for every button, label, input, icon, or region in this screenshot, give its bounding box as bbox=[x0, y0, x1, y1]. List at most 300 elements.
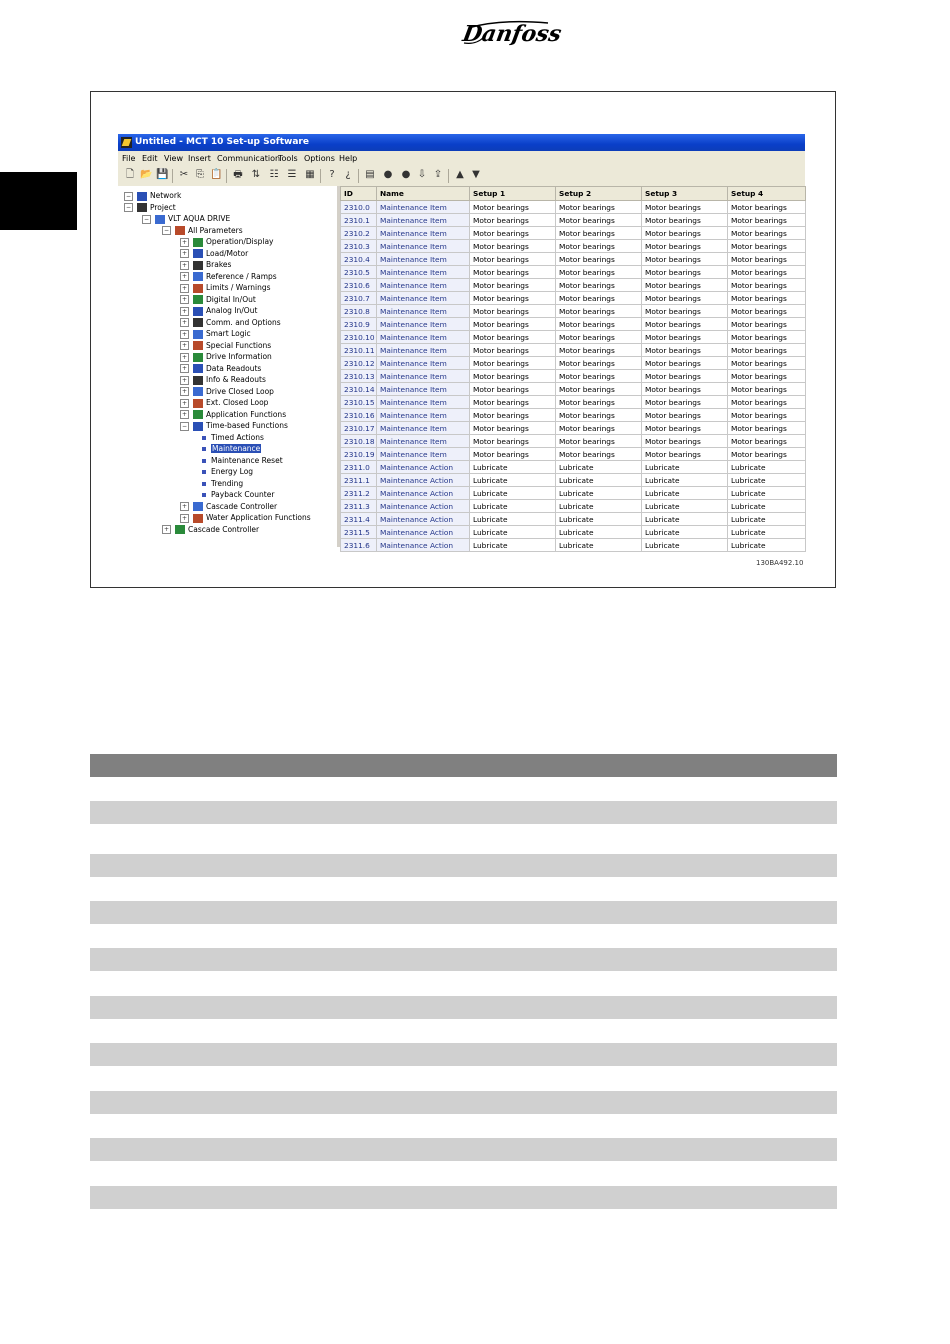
setup-value[interactable]: Motor bearings bbox=[556, 448, 642, 461]
setup-value[interactable]: Motor bearings bbox=[470, 305, 556, 318]
folder-icon bbox=[193, 353, 203, 362]
help-icon[interactable]: ? bbox=[329, 169, 335, 180]
setup-value[interactable]: Motor bearings bbox=[728, 253, 806, 266]
setup-value[interactable]: Lubricate bbox=[728, 526, 806, 539]
table-row-stripe bbox=[90, 801, 837, 824]
setup-value[interactable]: Motor bearings bbox=[728, 370, 806, 383]
setup-value[interactable]: Motor bearings bbox=[642, 409, 728, 422]
expand-toggle-icon[interactable]: + bbox=[181, 296, 188, 303]
parameter-id: 2310.12 bbox=[341, 357, 377, 370]
open-folder-icon[interactable]: 📂 bbox=[140, 169, 153, 180]
setup-value[interactable]: Motor bearings bbox=[470, 448, 556, 461]
folder-icon bbox=[193, 284, 203, 293]
setup-value[interactable]: Motor bearings bbox=[642, 344, 728, 357]
setup-value[interactable]: Lubricate bbox=[556, 513, 642, 526]
tree-node[interactable] bbox=[200, 478, 243, 489]
expand-toggle-icon[interactable]: + bbox=[181, 388, 188, 395]
expand-toggle-icon[interactable]: + bbox=[181, 261, 188, 269]
tree-node[interactable] bbox=[180, 374, 266, 385]
setup-value[interactable]: Lubricate bbox=[556, 539, 642, 552]
tree-node[interactable] bbox=[200, 432, 264, 443]
chapter-tab bbox=[0, 172, 77, 230]
setup-value[interactable]: Lubricate bbox=[470, 526, 556, 539]
table-row-stripe bbox=[90, 1138, 837, 1161]
svg-text:Danfoss: Danfoss bbox=[460, 21, 564, 47]
setup-value[interactable]: Lubricate bbox=[470, 500, 556, 513]
tree-node[interactable] bbox=[162, 225, 243, 236]
cut-icon[interactable]: ✂ bbox=[179, 169, 189, 180]
setup-value[interactable]: Motor bearings bbox=[728, 214, 806, 227]
menu-edit[interactable]: Edit bbox=[142, 154, 158, 163]
setup-value[interactable]: Motor bearings bbox=[556, 370, 642, 383]
tree-node-label: Maintenance bbox=[212, 444, 261, 453]
setup-value[interactable]: Motor bearings bbox=[470, 214, 556, 227]
setup-value[interactable]: Motor bearings bbox=[642, 435, 728, 448]
expand-toggle-icon[interactable]: + bbox=[181, 353, 188, 361]
parameter-id: 2310.17 bbox=[341, 422, 377, 435]
column-header[interactable]: Name bbox=[377, 187, 470, 201]
expand-toggle-icon[interactable]: + bbox=[181, 273, 188, 280]
parameter-name: Maintenance Item bbox=[377, 331, 470, 344]
menu-options[interactable]: Options bbox=[304, 154, 335, 163]
parameter-name: Maintenance Item bbox=[377, 409, 470, 422]
tree-node[interactable] bbox=[180, 340, 271, 351]
parameter-id: 2311.4 bbox=[341, 513, 377, 526]
setup-value[interactable]: Motor bearings bbox=[470, 409, 556, 422]
table-row[interactable] bbox=[341, 474, 806, 487]
expand-toggle-icon[interactable]: + bbox=[181, 238, 188, 246]
table-row[interactable] bbox=[341, 383, 806, 396]
tree-view-icon[interactable]: ☷ bbox=[269, 169, 279, 180]
app-icon bbox=[121, 137, 132, 148]
setup-value[interactable]: Motor bearings bbox=[556, 383, 642, 396]
table-row[interactable] bbox=[341, 513, 806, 526]
setup-value[interactable]: Motor bearings bbox=[728, 266, 806, 279]
setup-value[interactable]: Motor bearings bbox=[728, 344, 806, 357]
expand-toggle-icon[interactable]: + bbox=[181, 514, 188, 522]
menu-insert[interactable]: Insert bbox=[188, 154, 211, 163]
folder-icon bbox=[193, 410, 203, 419]
parameter-id: 2310.19 bbox=[341, 448, 377, 461]
tree-node[interactable] bbox=[200, 443, 261, 454]
setup-value[interactable]: Motor bearings bbox=[470, 435, 556, 448]
table-row[interactable] bbox=[341, 331, 806, 344]
setup-value[interactable]: Motor bearings bbox=[556, 409, 642, 422]
save-icon[interactable]: 💾 bbox=[156, 169, 169, 180]
expand-toggle-icon[interactable]: + bbox=[181, 411, 188, 418]
setup-value[interactable]: Motor bearings bbox=[728, 422, 806, 435]
table-row[interactable] bbox=[341, 370, 806, 383]
parameter-id: 2310.8 bbox=[341, 305, 377, 318]
column-header[interactable]: Setup 2 bbox=[556, 187, 642, 201]
tree-node-label: Comm. and Options bbox=[206, 317, 281, 327]
setup-value[interactable]: Motor bearings bbox=[642, 253, 728, 266]
setup-value[interactable]: Motor bearings bbox=[642, 266, 728, 279]
setup-value[interactable]: Lubricate bbox=[642, 461, 728, 474]
menu-bar bbox=[118, 151, 805, 166]
setup-value[interactable]: Motor bearings bbox=[728, 292, 806, 305]
sort-icon[interactable]: ⇅ bbox=[251, 169, 261, 180]
tree-node[interactable] bbox=[162, 524, 259, 535]
expand-toggle-icon[interactable]: + bbox=[181, 365, 188, 372]
setup-value[interactable]: Motor bearings bbox=[470, 318, 556, 331]
setup-value[interactable]: Lubricate bbox=[642, 500, 728, 513]
setup-value[interactable]: Motor bearings bbox=[470, 240, 556, 253]
setup-value[interactable]: Motor bearings bbox=[642, 448, 728, 461]
parameter-id: 2310.15 bbox=[341, 396, 377, 409]
parameter-id: 2310.3 bbox=[341, 240, 377, 253]
arrow-down-icon[interactable]: ▼ bbox=[472, 169, 480, 180]
setup-value[interactable]: Motor bearings bbox=[642, 331, 728, 344]
setup-value[interactable]: Motor bearings bbox=[556, 214, 642, 227]
expand-toggle-icon[interactable]: + bbox=[181, 319, 188, 326]
table-row[interactable] bbox=[341, 539, 806, 552]
column-header[interactable]: Setup 1 bbox=[470, 187, 556, 201]
expand-toggle-icon[interactable]: − bbox=[181, 422, 188, 430]
setup-value[interactable]: Motor bearings bbox=[556, 305, 642, 318]
read-drive-icon[interactable]: ⇪ bbox=[433, 169, 443, 180]
table-row[interactable] bbox=[341, 240, 806, 253]
setup-value[interactable]: Motor bearings bbox=[642, 422, 728, 435]
column-header[interactable]: Setup 3 bbox=[642, 187, 728, 201]
table-row[interactable] bbox=[341, 461, 806, 474]
document-icon[interactable]: ▤ bbox=[365, 169, 375, 180]
setup-value[interactable]: Lubricate bbox=[556, 461, 642, 474]
setup-value[interactable]: Lubricate bbox=[470, 539, 556, 552]
tree-node-label: Maintenance Reset bbox=[211, 455, 283, 465]
setup-value[interactable]: Motor bearings bbox=[728, 201, 806, 214]
setup-value[interactable]: Lubricate bbox=[728, 539, 806, 552]
setup-value[interactable]: Lubricate bbox=[728, 461, 806, 474]
tree-node-label: Info & Readouts bbox=[206, 375, 266, 384]
setup-value[interactable]: Motor bearings bbox=[728, 357, 806, 370]
tree-node-label: Network bbox=[150, 191, 182, 200]
parameter-id: 2310.0 bbox=[341, 201, 377, 214]
folder-icon bbox=[193, 238, 203, 247]
folder-icon bbox=[155, 215, 165, 224]
setup-value[interactable]: Motor bearings bbox=[728, 435, 806, 448]
parameter-name: Maintenance Item bbox=[377, 214, 470, 227]
table-row[interactable] bbox=[341, 487, 806, 500]
folder-icon bbox=[193, 307, 203, 316]
tree-node[interactable] bbox=[180, 236, 274, 247]
parameter-name: Maintenance Item bbox=[377, 279, 470, 292]
folder-icon bbox=[193, 364, 203, 373]
parameter-name: Maintenance Item bbox=[377, 266, 470, 279]
setup-value[interactable]: Motor bearings bbox=[642, 383, 728, 396]
setup-value[interactable]: Motor bearings bbox=[470, 227, 556, 240]
table-row-stripe bbox=[90, 1186, 837, 1209]
setup-value[interactable]: Lubricate bbox=[556, 474, 642, 487]
tree-node[interactable] bbox=[180, 271, 277, 282]
expand-toggle-icon[interactable]: + bbox=[181, 307, 188, 315]
tree-node[interactable] bbox=[142, 213, 230, 224]
parameter-name: Maintenance Item bbox=[377, 370, 470, 383]
setup-value[interactable]: Motor bearings bbox=[556, 318, 642, 331]
table-row[interactable] bbox=[341, 266, 806, 279]
copy-icon[interactable]: ⎘ bbox=[196, 169, 204, 180]
setup-value[interactable]: Motor bearings bbox=[470, 396, 556, 409]
setup-value[interactable]: Motor bearings bbox=[556, 357, 642, 370]
setup-value[interactable]: Lubricate bbox=[470, 487, 556, 500]
tree-node-label: Special Functions bbox=[206, 340, 272, 350]
setup-value[interactable]: Motor bearings bbox=[556, 435, 642, 448]
setup-value[interactable]: Motor bearings bbox=[556, 240, 642, 253]
setup-value[interactable]: Lubricate bbox=[470, 461, 556, 474]
setup-value[interactable]: Motor bearings bbox=[470, 201, 556, 214]
folder-icon bbox=[193, 272, 203, 281]
parameter-name: Maintenance Item bbox=[377, 344, 470, 357]
setup-value[interactable]: Lubricate bbox=[728, 474, 806, 487]
tree-node-label: Payback Counter bbox=[211, 490, 275, 499]
stop-icon[interactable]: ● bbox=[383, 169, 393, 180]
context-help-icon[interactable]: ¿ bbox=[345, 169, 351, 180]
setup-value[interactable]: Motor bearings bbox=[642, 396, 728, 409]
danfoss-logo bbox=[460, 17, 564, 51]
expand-toggle-icon[interactable]: + bbox=[163, 526, 170, 533]
tree-node[interactable] bbox=[180, 501, 277, 512]
tree-node-label: Trending bbox=[211, 478, 244, 488]
setup-value[interactable]: Motor bearings bbox=[556, 279, 642, 292]
expand-toggle-icon[interactable]: + bbox=[181, 342, 188, 349]
expand-toggle-icon[interactable]: − bbox=[125, 192, 132, 200]
setup-value[interactable]: Motor bearings bbox=[470, 292, 556, 305]
setup-value[interactable]: Lubricate bbox=[556, 487, 642, 500]
parameter-name: Maintenance Item bbox=[377, 227, 470, 240]
parameter-id: 2310.1 bbox=[341, 214, 377, 227]
tree-node[interactable] bbox=[180, 363, 261, 374]
table-row[interactable] bbox=[341, 253, 806, 266]
setup-value[interactable]: Lubricate bbox=[556, 526, 642, 539]
setup-value[interactable]: Motor bearings bbox=[642, 318, 728, 331]
setup-value[interactable]: Motor bearings bbox=[556, 292, 642, 305]
setup-value[interactable]: Lubricate bbox=[642, 474, 728, 487]
table-row[interactable] bbox=[341, 357, 806, 370]
setup-value[interactable]: Motor bearings bbox=[556, 396, 642, 409]
tree-node[interactable] bbox=[200, 466, 253, 477]
table-row[interactable] bbox=[341, 292, 806, 305]
parameter-name: Maintenance Action bbox=[377, 526, 470, 539]
table-row[interactable] bbox=[341, 435, 806, 448]
new-file-icon[interactable]: 🗋 bbox=[125, 169, 135, 180]
table-row[interactable] bbox=[341, 201, 806, 214]
setup-value[interactable]: Motor bearings bbox=[556, 422, 642, 435]
folder-icon bbox=[193, 514, 203, 523]
table-row[interactable] bbox=[341, 318, 806, 331]
tree-node-label: VLT AQUA DRIVE bbox=[168, 214, 231, 223]
tree-node[interactable] bbox=[200, 455, 283, 466]
folder-icon bbox=[175, 525, 185, 534]
tree-node-label: Application Functions bbox=[206, 409, 287, 419]
menu-view[interactable]: View bbox=[164, 154, 183, 163]
setup-value[interactable]: Motor bearings bbox=[642, 357, 728, 370]
setup-value[interactable]: Motor bearings bbox=[642, 240, 728, 253]
parameter-id: 2311.6 bbox=[341, 539, 377, 552]
menu-file[interactable]: File bbox=[122, 154, 136, 163]
expand-toggle-icon[interactable]: + bbox=[181, 284, 188, 292]
parameter-name: Maintenance Item bbox=[377, 318, 470, 331]
setup-value[interactable]: Motor bearings bbox=[470, 266, 556, 279]
expand-toggle-icon[interactable]: + bbox=[181, 330, 188, 338]
paste-icon[interactable]: 📋 bbox=[210, 169, 223, 180]
tree-node[interactable] bbox=[180, 397, 268, 408]
leaf-icon bbox=[202, 436, 206, 440]
table-header-bar bbox=[90, 754, 837, 777]
tree-node[interactable] bbox=[180, 386, 274, 397]
menu-communication[interactable]: Communication bbox=[217, 154, 281, 163]
table-row[interactable] bbox=[341, 396, 806, 409]
menu-help[interactable]: Help bbox=[339, 154, 358, 163]
tree-node[interactable] bbox=[180, 512, 311, 523]
setup-value[interactable]: Motor bearings bbox=[470, 422, 556, 435]
table-row[interactable] bbox=[341, 526, 806, 539]
leaf-icon bbox=[202, 493, 206, 497]
setup-value[interactable]: Motor bearings bbox=[728, 396, 806, 409]
setup-value[interactable]: Motor bearings bbox=[642, 305, 728, 318]
record-icon[interactable]: ● bbox=[401, 169, 411, 180]
setup-value[interactable]: Motor bearings bbox=[642, 279, 728, 292]
expand-toggle-icon[interactable]: + bbox=[181, 503, 188, 510]
tree-node-label: Water Application Functions bbox=[206, 513, 311, 522]
setup-value[interactable]: Lubricate bbox=[728, 500, 806, 513]
setup-value[interactable]: Motor bearings bbox=[470, 370, 556, 383]
folder-icon bbox=[193, 341, 203, 350]
tree-node[interactable] bbox=[180, 259, 231, 270]
tree-node-label: Smart Logic bbox=[206, 329, 251, 338]
tree-node[interactable] bbox=[180, 351, 272, 362]
setup-value[interactable]: Motor bearings bbox=[728, 227, 806, 240]
expand-toggle-icon[interactable]: + bbox=[181, 399, 188, 407]
table-row[interactable] bbox=[341, 422, 806, 435]
setup-value[interactable]: Motor bearings bbox=[470, 357, 556, 370]
folder-icon bbox=[193, 249, 203, 258]
tree-node[interactable] bbox=[180, 248, 248, 259]
folder-icon bbox=[193, 502, 203, 511]
table-row[interactable] bbox=[341, 214, 806, 227]
setup-value[interactable]: Motor bearings bbox=[642, 227, 728, 240]
setup-value[interactable]: Motor bearings bbox=[556, 253, 642, 266]
tree-node[interactable] bbox=[180, 294, 256, 305]
expand-toggle-icon[interactable]: + bbox=[181, 376, 188, 384]
parameter-name: Maintenance Item bbox=[377, 435, 470, 448]
folder-icon bbox=[193, 318, 203, 327]
tree-node[interactable] bbox=[180, 328, 251, 339]
list-view-icon[interactable]: ☰ bbox=[287, 169, 297, 180]
setup-value[interactable]: Lubricate bbox=[556, 500, 642, 513]
column-header[interactable]: ID bbox=[341, 187, 377, 201]
tree-node[interactable] bbox=[124, 202, 176, 213]
parameter-name: Maintenance Action bbox=[377, 487, 470, 500]
setup-value[interactable]: Lubricate bbox=[642, 513, 728, 526]
parameter-id: 2310.2 bbox=[341, 227, 377, 240]
tree-node[interactable] bbox=[180, 317, 281, 328]
setup-value[interactable]: Motor bearings bbox=[728, 305, 806, 318]
tree-node[interactable] bbox=[200, 489, 274, 500]
setup-value[interactable]: Lubricate bbox=[642, 539, 728, 552]
tree-node-label: Drive Closed Loop bbox=[206, 386, 274, 396]
leaf-icon bbox=[202, 447, 206, 451]
setup-value[interactable]: Motor bearings bbox=[728, 279, 806, 292]
parameter-id: 2310.7 bbox=[341, 292, 377, 305]
tree-node[interactable] bbox=[180, 305, 257, 316]
menu-tools[interactable]: Tools bbox=[278, 154, 298, 163]
setup-value[interactable]: Lubricate bbox=[470, 513, 556, 526]
setup-value[interactable]: Motor bearings bbox=[728, 318, 806, 331]
tree-node[interactable] bbox=[180, 409, 286, 420]
parameter-id: 2310.10 bbox=[341, 331, 377, 344]
setup-value[interactable]: Motor bearings bbox=[728, 448, 806, 461]
tree-node-label: All Parameters bbox=[188, 225, 243, 235]
figure-reference: 130BA492.10 bbox=[756, 559, 804, 567]
expand-toggle-icon[interactable]: − bbox=[143, 215, 150, 223]
tree-node[interactable] bbox=[180, 282, 271, 293]
setup-value[interactable]: Lubricate bbox=[728, 513, 806, 526]
table-row-stripe bbox=[90, 996, 837, 1019]
setup-value[interactable]: Lubricate bbox=[728, 487, 806, 500]
setup-value[interactable]: Motor bearings bbox=[642, 201, 728, 214]
setup-value[interactable]: Motor bearings bbox=[470, 279, 556, 292]
table-row[interactable] bbox=[341, 409, 806, 422]
table-row[interactable] bbox=[341, 448, 806, 461]
setup-value[interactable]: Motor bearings bbox=[642, 292, 728, 305]
setup-value[interactable]: Motor bearings bbox=[556, 201, 642, 214]
parameter-name: Maintenance Action bbox=[377, 500, 470, 513]
setup-value[interactable]: Motor bearings bbox=[728, 409, 806, 422]
grid-view-icon[interactable]: ▦ bbox=[305, 169, 315, 180]
tree-node[interactable] bbox=[180, 420, 288, 431]
tree-node-label: Drive Information bbox=[206, 352, 272, 361]
write-drive-icon[interactable]: ⇩ bbox=[417, 169, 427, 180]
parameter-id: 2311.3 bbox=[341, 500, 377, 513]
expand-toggle-icon[interactable]: − bbox=[125, 204, 132, 211]
setup-value[interactable]: Motor bearings bbox=[728, 240, 806, 253]
table-row[interactable] bbox=[341, 500, 806, 513]
setup-value[interactable]: Motor bearings bbox=[728, 331, 806, 344]
tree-node[interactable] bbox=[124, 190, 181, 201]
setup-value[interactable]: Lubricate bbox=[470, 474, 556, 487]
setup-value[interactable]: Motor bearings bbox=[556, 331, 642, 344]
parameter-id: 2311.2 bbox=[341, 487, 377, 500]
expand-toggle-icon[interactable]: − bbox=[163, 227, 170, 234]
folder-icon bbox=[137, 203, 147, 212]
table-row[interactable] bbox=[341, 344, 806, 357]
setup-value[interactable]: Motor bearings bbox=[470, 253, 556, 266]
setup-value[interactable]: Motor bearings bbox=[556, 266, 642, 279]
table-row[interactable] bbox=[341, 279, 806, 292]
setup-value[interactable]: Motor bearings bbox=[728, 383, 806, 396]
setup-value[interactable]: Lubricate bbox=[642, 526, 728, 539]
setup-value[interactable]: Motor bearings bbox=[470, 383, 556, 396]
table-row[interactable] bbox=[341, 227, 806, 240]
tree-node-label: Energy Log bbox=[211, 467, 254, 476]
folder-icon bbox=[193, 376, 203, 385]
setup-value[interactable]: Lubricate bbox=[642, 487, 728, 500]
column-header[interactable]: Setup 4 bbox=[728, 187, 806, 201]
setup-value[interactable]: Motor bearings bbox=[642, 214, 728, 227]
parameter-name: Maintenance Item bbox=[377, 357, 470, 370]
setup-value[interactable]: Motor bearings bbox=[556, 344, 642, 357]
arrow-up-icon[interactable]: ▲ bbox=[456, 169, 464, 180]
expand-toggle-icon[interactable]: + bbox=[181, 250, 188, 257]
folder-icon bbox=[193, 330, 203, 339]
table-row[interactable] bbox=[341, 305, 806, 318]
setup-value[interactable]: Motor bearings bbox=[470, 331, 556, 344]
print-icon[interactable]: 🖶 bbox=[233, 169, 243, 180]
setup-value[interactable]: Motor bearings bbox=[642, 370, 728, 383]
setup-value[interactable]: Motor bearings bbox=[556, 227, 642, 240]
folder-icon bbox=[193, 399, 203, 408]
setup-value[interactable]: Motor bearings bbox=[470, 344, 556, 357]
